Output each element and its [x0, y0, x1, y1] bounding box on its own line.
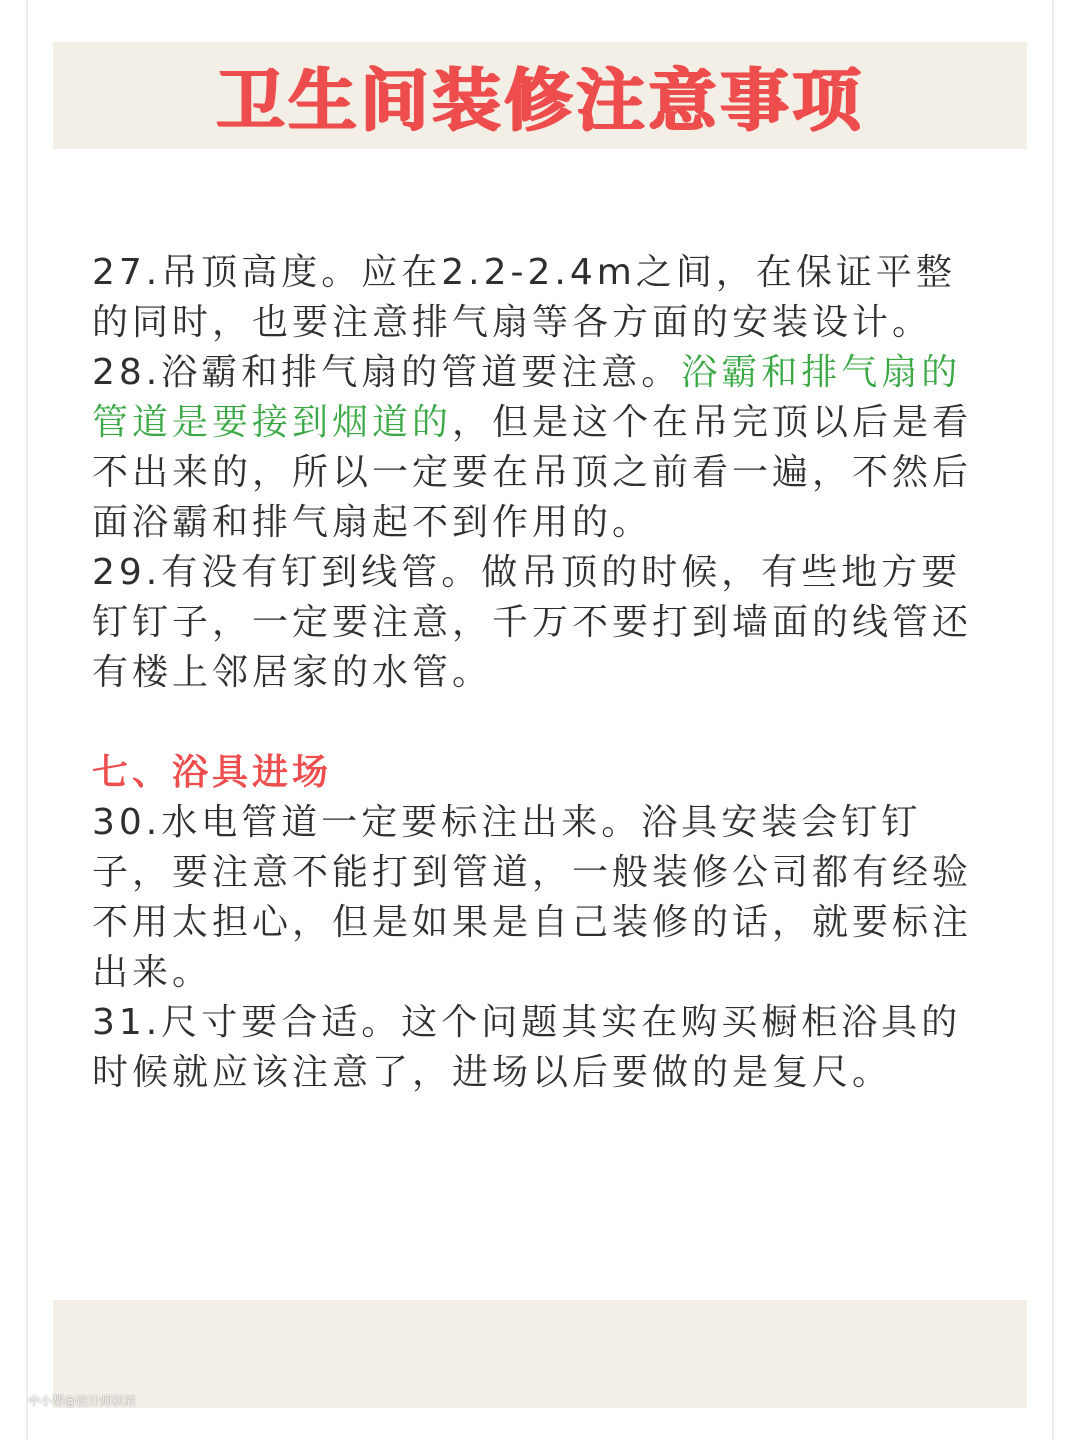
tip-28 — [92, 348, 982, 548]
tip-28-intro: 28.浴霸和排气扇的管道要注意。 — [92, 352, 682, 393]
tip-27: 27.吊顶高度。应在2.2-2.4m之间，在保证平整的同时，也要注意排气扇等各方面的安装设计。 — [92, 252, 956, 343]
tip-28-highlight: 浴霸和排气扇的管道是要接到烟道的 — [92, 352, 962, 443]
article-body — [92, 248, 982, 1098]
page-title: 卫生间装修注意事项 — [215, 62, 864, 141]
section-heading-bath-fixtures: 七、浴具进场 — [92, 752, 333, 793]
left-edge-divider — [26, 0, 28, 1440]
tip-31: 31.尺寸要合适。这个问题其实在购买橱柜浴具的时候就应该注意了，进场以后要做的是复尺。 — [92, 1002, 962, 1093]
tip-29: 29.有没有钉到线管。做吊顶的时候，有些地方要钉钉子，一定要注意，千万不要打到墙面的线管还有楼上邻居家的水管。 — [92, 552, 973, 693]
watermark: 中小帮@设计师秋辰 — [28, 1394, 137, 1408]
right-edge-divider — [1052, 0, 1054, 1440]
footer-banner — [53, 1300, 1027, 1408]
tip-30: 30.水电管道一定要标注出来。浴具安装会钉钉子，要注意不能打到管道，一般装修公司都有经验不用太担心，但是如果是自己装修的话，就要标注出来。 — [92, 802, 973, 993]
header-banner — [53, 42, 1027, 149]
tip-28-detail: ，但是这个在吊完顶以后是看不出来的，所以一定要在吊顶之前看一遍，不然后面浴霸和排气扇起不到作用的。 — [92, 402, 973, 543]
